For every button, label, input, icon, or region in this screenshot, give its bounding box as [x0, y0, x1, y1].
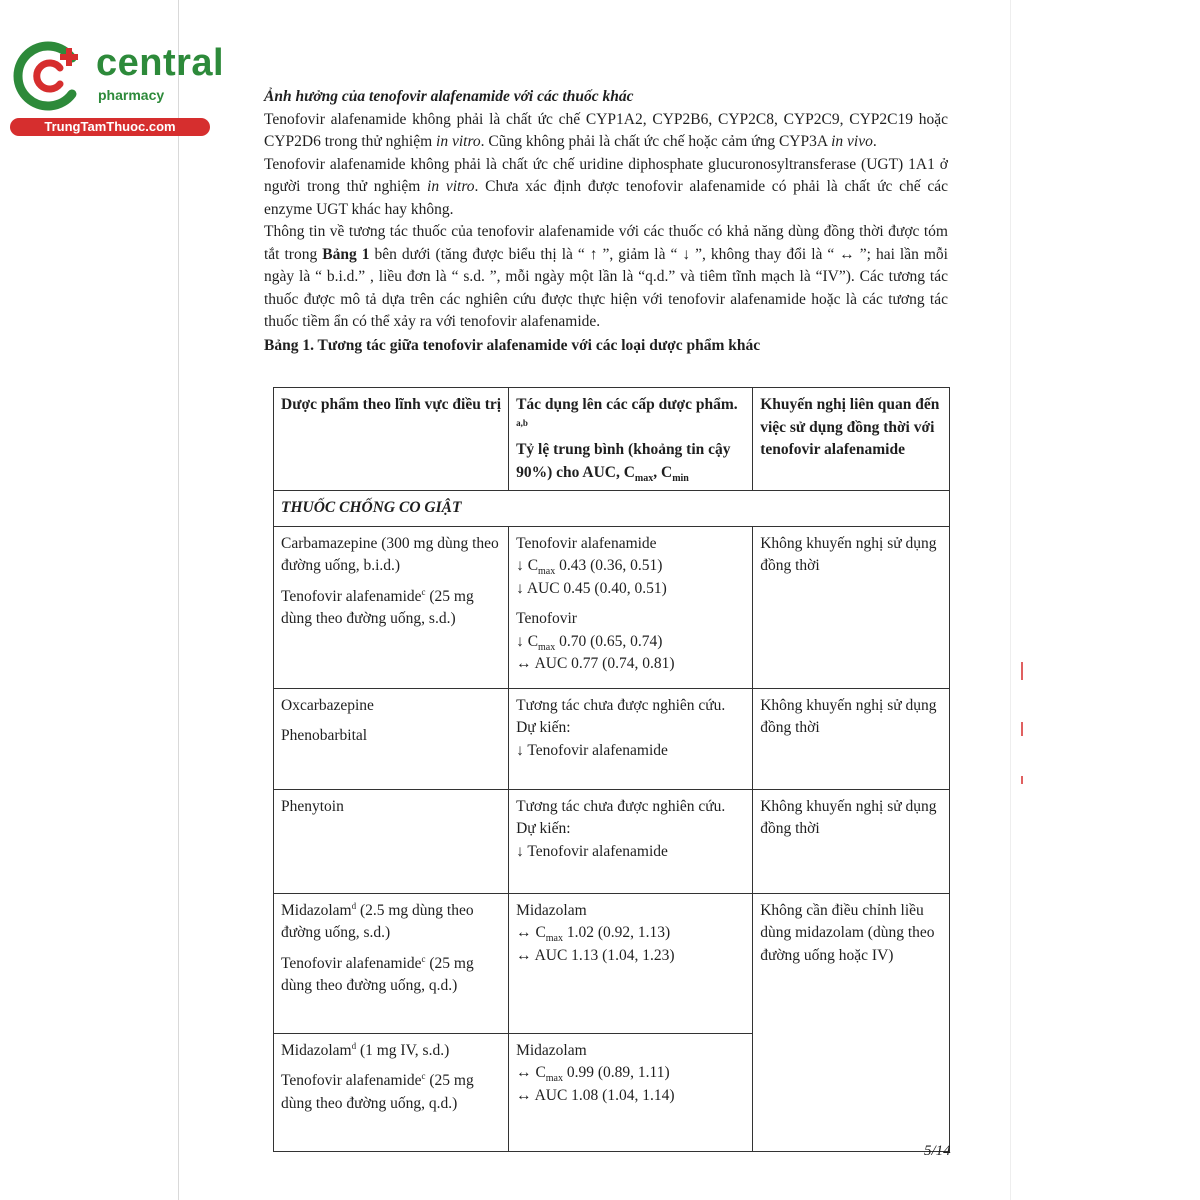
effect-cell: Tương tác chưa được nghiên cứu. Dự kiến: ↓ Tenofovir alafenamide	[509, 688, 753, 789]
drug-cell: Oxcarbazepine Phenobarbital	[274, 688, 509, 789]
page-edge-right	[1010, 0, 1011, 1200]
paragraph-cyp: Tenofovir alafenamide không phải là chất ức chế CYP1A2, CYP2B6, CYP2C8, CYP2C9, CYP2C19 hoặc CYP2D6 trong thử nghiệm in vitro. Cũng không phải là chất ức chế hoặc cảm ứng CYP3A in vivo.	[264, 110, 948, 150]
effect-cell: Tương tác chưa được nghiên cứu. Dự kiến: ↓ Tenofovir alafenamide	[509, 789, 753, 893]
table-row	[274, 789, 950, 893]
document-body	[264, 86, 948, 357]
logo-sub: pharmacy	[98, 87, 165, 103]
recommendation-cell: Không khuyến nghị sử dụng đồng thời	[753, 789, 950, 893]
recommendation-cell: Không khuyến nghị sử dụng đồng thời	[753, 688, 950, 789]
logo-brand: central	[96, 42, 225, 84]
drug-cell: Carbamazepine (300 mg dùng theo đường uống, b.i.d.) Tenofovir alafenamide$^c$ (25 mg dùng theo đường uống, s.d.)	[274, 526, 509, 688]
header-drug: Dược phẩm theo lĩnh vực điều trị	[274, 388, 509, 491]
central-pharmacy-logo[interactable]	[10, 36, 225, 136]
table-caption: Bảng 1. Tương tác giữa tenofovir alafenamide với các loại dược phẩm khác	[264, 336, 761, 354]
table-row	[274, 526, 950, 688]
table-header-row	[274, 388, 950, 491]
section-heading: Ảnh hưởng của tenofovir alafenamide với các thuốc khác	[264, 88, 634, 105]
drug-cell: Phenytoin	[274, 789, 509, 893]
effect-cell: Midazolam ↔ $C_{max}$ 0.99 (0.89, 1.11) ↔ AUC 1.08 (1.04, 1.14)	[509, 1033, 753, 1151]
margin-mark	[1021, 662, 1023, 680]
table-row	[274, 688, 950, 789]
page-edge-left	[178, 0, 179, 1200]
drug-cell: Midazolam$^d$ (2.5 mg dùng theo đường uống, s.d.) Tenofovir alafenamide$^c$ (25 mg dùng theo đường uống, q.d.)	[274, 893, 509, 1033]
section-title: THUỐC CHỐNG CO GIẬT	[274, 491, 950, 527]
interaction-table	[273, 387, 950, 1152]
margin-mark	[1021, 776, 1023, 784]
header-recommendation: Khuyến nghị liên quan đến việc sử dụng đồng thời với tenofovir alafenamide	[753, 388, 950, 491]
effect-cell: Midazolam ↔ $C_{max}$ 1.02 (0.92, 1.13) ↔ AUC 1.13 (1.04, 1.23)	[509, 893, 753, 1033]
section-row	[274, 491, 950, 527]
logo-c-plus-icon	[10, 36, 90, 116]
recommendation-cell: Không khuyến nghị sử dụng đồng thời	[753, 526, 950, 688]
paragraph-interactions: Thông tin về tương tác thuốc của tenofovir alafenamide với các thuốc có khả năng dùng đồng thời được tóm tắt trong Bảng 1 bên dưới (tăng được biểu thị là “ ↑ ”, giảm là “ ↓ ”, không thay đổi là “ ↔ ”; hai lần mỗi ngày là “ b.i.d.” , liều đơn là “ s.d. ”, mỗi ngày một lần là “q.d.” và tiêm tĩnh mạch là “IV”). Các tương tác thuốc được mô tả dựa trên các nghiên cứu được thực hiện với tenofovir alafenamide hoặc là các tương tác thuốc tiềm ẩn có thể xảy ra với tenofovir alafenamide.	[264, 223, 948, 330]
page-number: 5/14	[924, 1143, 951, 1159]
logo-banner[interactable]: TrungTamThuoc.com	[10, 118, 210, 136]
paragraph-ugt: Tenofovir alafenamide không phải là chất ức chế uridine diphosphate glucuronosyltransferase (UGT) 1A1 ở người trong thử nghiệm in vitro. Chưa xác định được tenofovir alafenamide có phải là chất ức chế các enzyme UGT khác hay không.	[264, 155, 949, 218]
effect-cell: Tenofovir alafenamide ↓ $C_{max}$ 0.43 (0.36, 0.51) ↓ AUC 0.45 (0.40, 0.51) Tenofovir ↓ $C_{max}$ 0.70 (0.65, 0.74) ↔ AUC 0.77 (0.74, 0.81)	[509, 526, 753, 688]
recommendation-cell: Không cần điều chỉnh liều dùng midazolam (dùng theo đường uống hoặc IV)	[753, 893, 950, 1151]
header-effect: Tác dụng lên các cấp dược phẩm. $^{a,b}$ Tỷ lệ trung bình (khoảng tin cậy 90%) cho AUC, $C_{max}$, $C_{min}$	[509, 388, 753, 491]
margin-mark	[1021, 722, 1023, 736]
table-row	[274, 893, 950, 1033]
drug-cell: Midazolam$^d$ (1 mg IV, s.d.) Tenofovir alafenamide$^c$ (25 mg dùng theo đường uống, q.d.)	[274, 1033, 509, 1151]
